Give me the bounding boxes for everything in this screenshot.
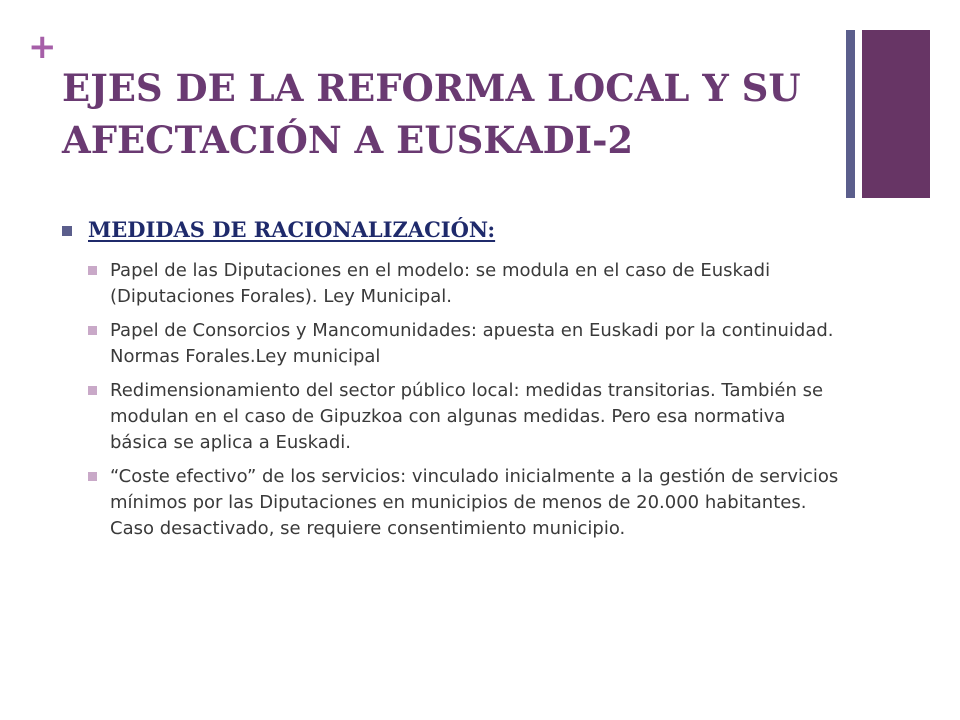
slide-title: EJES DE LA REFORMA LOCAL Y SU AFECTACIÓN A EUSKADI-2 bbox=[62, 66, 801, 162]
list-item bbox=[88, 464, 848, 542]
list-item-text: Redimensionamiento del sector público local: medidas transitorias. También se modulan en el caso de Gipuzkoa con algunas medidas. Pero esa normativa básica se aplica a Euskadi. bbox=[110, 380, 824, 453]
section-heading: MEDIDAS DE RACIONALIZACIÓN: bbox=[88, 217, 496, 242]
square-bullet-icon bbox=[88, 472, 97, 481]
section-heading-row bbox=[88, 214, 848, 250]
square-bullet-icon bbox=[88, 266, 97, 275]
bullet-list bbox=[88, 258, 848, 542]
list-item bbox=[88, 258, 848, 310]
decorative-thin-bar bbox=[846, 30, 855, 198]
decorative-thick-bar bbox=[862, 30, 930, 198]
square-bullet-icon bbox=[88, 386, 97, 395]
square-bullet-icon bbox=[88, 326, 97, 335]
list-item-text: “Coste efectivo” de los servicios: vinculado inicialmente a la gestión de servicios mínimos por las Diputaciones en municipios de menos de 20.000 habitantes. Caso desactivado, se requiere consentimiento municipio. bbox=[110, 466, 839, 539]
list-item-text: Papel de las Diputaciones en el modelo: se modula en el caso de Euskadi (Diputaciones Forales). Ley Municipal. bbox=[110, 260, 771, 307]
list-item-text: Papel de Consorcios y Mancomunidades: apuesta en Euskadi por la continuidad. Normas Forales.Ley municipal bbox=[110, 320, 834, 367]
list-item bbox=[88, 318, 848, 370]
square-bullet-icon bbox=[62, 226, 72, 236]
plus-icon: + bbox=[28, 27, 57, 67]
list-item bbox=[88, 378, 848, 456]
slide-content bbox=[88, 214, 848, 550]
